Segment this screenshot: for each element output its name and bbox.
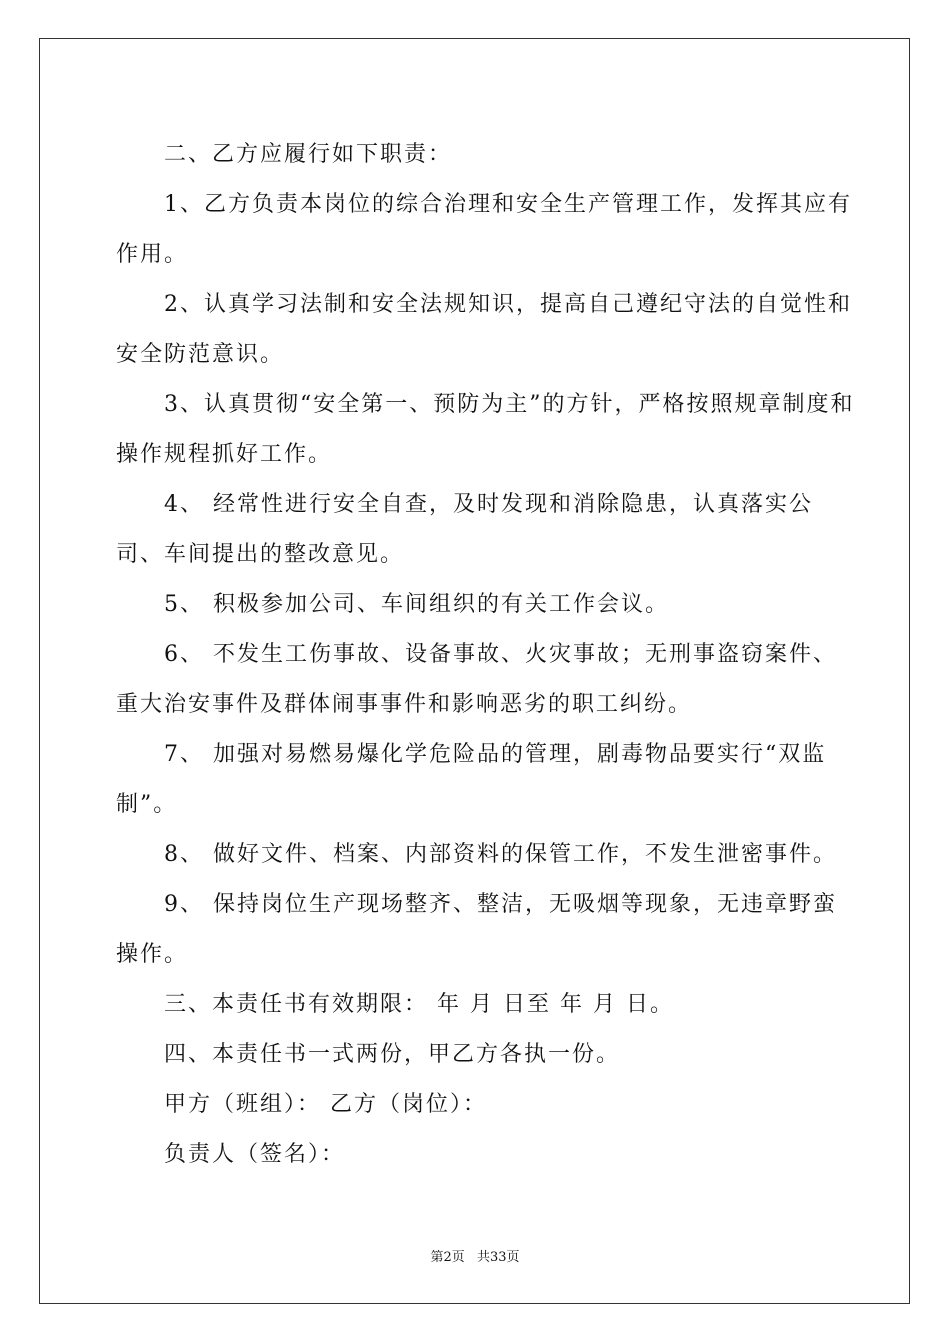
paragraph: 四、本责任书一式两份，甲乙方各执一份。 [164, 1042, 621, 1067]
paragraph: 二、乙方应履行如下职责： [164, 142, 453, 167]
paragraph: 4、 经常性进行安全自查，及时发现和消除隐患，认真落实公司、车间提出的整改意见。 [116, 492, 813, 567]
signature-line: 负责人（签名）： [164, 1142, 346, 1167]
document-body [116, 130, 856, 1180]
page-number: 第2页 [430, 1250, 465, 1265]
paragraph: 9、 保持岗位生产现场整齐、整洁，无吸烟等现象，无违章野蛮操作。 [116, 892, 837, 967]
paragraph: 1、乙方负责本岗位的综合治理和安全生产管理工作，发挥其应有作用。 [116, 192, 852, 267]
paragraph: 三、本责任书有效期限： 年 月 日至 年 月 日。 [164, 992, 674, 1017]
paragraph: 2、认真学习法制和安全法规知识，提高自己遵纪守法的自觉性和安全防范意识。 [116, 292, 852, 367]
paragraph: 6、 不发生工伤事故、设备事故、火灾事故；无刑事盗窃案件、重大治安事件及群体闹事事件和影响恶劣的职工纠纷。 [116, 642, 837, 717]
paragraph: 7、 加强对易燃易爆化学危险品的管理，剧毒物品要实行“双监制”。 [116, 742, 827, 817]
page-total: 共33页 [476, 1250, 520, 1265]
signature-line: 甲方（班组）： 乙方（岗位）： [164, 1092, 487, 1117]
paragraph: 8、 做好文件、档案、内部资料的保管工作，不发生泄密事件。 [164, 842, 837, 867]
paragraph: 5、 积极参加公司、车间组织的有关工作会议。 [164, 592, 669, 617]
paragraph: 3、认真贯彻“安全第一、预防为主”的方针，严格按照规章制度和操作规程抓好工作。 [116, 392, 855, 467]
page-footer [0, 1246, 950, 1265]
